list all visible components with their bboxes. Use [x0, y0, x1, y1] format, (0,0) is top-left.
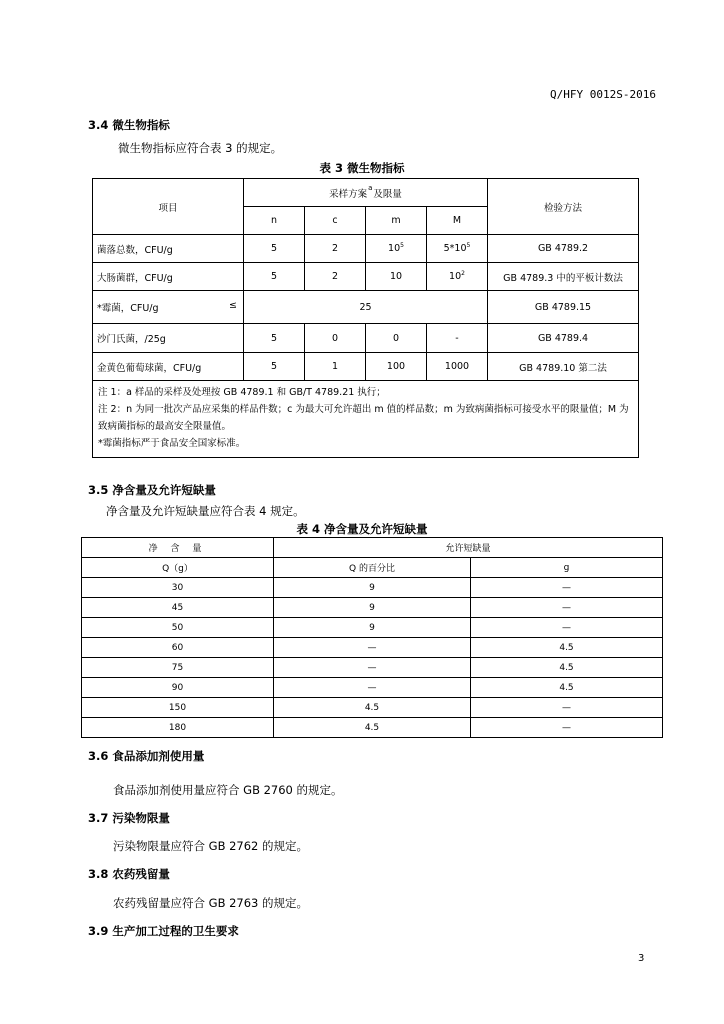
table-row [82, 578, 663, 598]
table-3-microbial [92, 178, 639, 458]
table-row [93, 235, 639, 263]
row-M: 1000 [427, 353, 488, 381]
row-span-value: 25 [244, 291, 488, 324]
row-method: GB 4789.4 [488, 324, 639, 353]
row-item: 金黄色葡萄球菌，CFU/g [93, 353, 244, 381]
section-paragraph-3-5: 净含量及允许短缺量应符合表 4 规定。 [106, 504, 305, 518]
row-pct: 9 [274, 618, 471, 638]
row-q: 75 [82, 658, 274, 678]
row-pct: 9 [274, 598, 471, 618]
section-paragraph-3-4: 微生物指标应符合表 3 的规定。 [118, 141, 283, 155]
table-row [82, 618, 663, 638]
table-row [82, 718, 663, 738]
row-g: — [471, 698, 663, 718]
row-m: $10^5$ [366, 235, 427, 263]
table-3-caption: 表 3 微生物指标 [319, 161, 405, 175]
row-pct: — [274, 678, 471, 698]
row-m: 10 [366, 263, 427, 291]
row-c: 2 [305, 263, 366, 291]
row-q: 60 [82, 638, 274, 658]
row-g: — [471, 718, 663, 738]
section-heading-3-4: 3.4 微生物指标 [88, 118, 170, 132]
row-pct: — [274, 658, 471, 678]
row-q: 30 [82, 578, 274, 598]
section-paragraph-3-6: 食品添加剂使用量应符合 GB 2760 的规定。 [113, 783, 343, 797]
table-row [93, 353, 639, 381]
doc-code: Q/HFY 0012S-2016 [550, 88, 656, 101]
row-m: 0 [366, 324, 427, 353]
section-paragraph-3-8: 农药残留量应符合 GB 2763 的规定。 [113, 896, 309, 910]
row-g: 4.5 [471, 638, 663, 658]
sub-header-c: c [305, 207, 366, 235]
table-row [93, 291, 639, 324]
table-4-net-content [81, 537, 663, 738]
row-c: 2 [305, 235, 366, 263]
row-item: 菌落总数，CFU/g [93, 235, 244, 263]
col-method-header: 检验方法 [488, 179, 639, 235]
row-q: 50 [82, 618, 274, 638]
row-g: 4.5 [471, 658, 663, 678]
section-heading-3-8: 3.8 农药残留量 [88, 867, 170, 881]
section-paragraph-3-7: 污染物限量应符合 GB 2762 的规定。 [113, 839, 309, 853]
row-q: 180 [82, 718, 274, 738]
col-plan-header: 采样方案$^a$及限量 [244, 179, 488, 207]
row-n: 5 [244, 263, 305, 291]
col-g-header: g [471, 558, 663, 578]
row-item: 沙门氏菌，/25g [93, 324, 244, 353]
section-heading-3-5: 3.5 净含量及允许短缺量 [88, 483, 216, 497]
row-g: 4.5 [471, 678, 663, 698]
col-allow-header: 允许短缺量 [274, 538, 663, 558]
row-n: 5 [244, 235, 305, 263]
row-g: — [471, 598, 663, 618]
row-n: 5 [244, 324, 305, 353]
section-heading-3-6: 3.6 食品添加剂使用量 [88, 749, 205, 763]
sub-header-n: n [244, 207, 305, 235]
row-q: 150 [82, 698, 274, 718]
page-number: 3 [638, 953, 645, 964]
col-net-unit: Q（g） [82, 558, 274, 578]
table-row [93, 263, 639, 291]
row-pct: 4.5 [274, 698, 471, 718]
table-row [82, 658, 663, 678]
row-M: $10^2$ [427, 263, 488, 291]
row-method: GB 4789.2 [488, 235, 639, 263]
col-item-header: 项目 [93, 179, 244, 235]
note-1: 注 1：a 样品的采样及处理按 GB 4789.1 和 GB/T 4789.21 执行； [98, 387, 386, 398]
table-4-caption: 表 4 净含量及允许短缺量 [296, 522, 428, 536]
col-net-header: 净 含 量 [82, 538, 274, 558]
row-q: 45 [82, 598, 274, 618]
table-row [82, 598, 663, 618]
row-q: 90 [82, 678, 274, 698]
sub-header-m: m [366, 207, 427, 235]
row-pct: 4.5 [274, 718, 471, 738]
row-n: 5 [244, 353, 305, 381]
le-symbol: ≤ [229, 300, 237, 311]
table-row [82, 638, 663, 658]
section-heading-3-9: 3.9 生产加工过程的卫生要求 [88, 924, 239, 938]
row-item: 大肠菌群，CFU/g [93, 263, 244, 291]
row-item: *霉菌，CFU/g ≤ [93, 291, 244, 324]
row-g: — [471, 618, 663, 638]
note-2: 注 2：n 为同一批次产品应采集的样品件数；c 为最大可允许超出 m 值的样品数；m 为致病菌指标可接受水平的限量值；M 为致病菌指标的最高安全限量值。 [98, 404, 629, 432]
sub-header-M: M [427, 207, 488, 235]
note-3: *霉菌指标严于食品安全国家标准。 [98, 438, 246, 449]
row-M: - [427, 324, 488, 353]
row-method: GB 4789.15 [488, 291, 639, 324]
col-pct-header: Q 的百分比 [274, 558, 471, 578]
row-M: $5*10^5$ [427, 235, 488, 263]
table-row [93, 324, 639, 353]
table-row [82, 678, 663, 698]
row-method: GB 4789.3 中的平板计数法 [488, 263, 639, 291]
section-heading-3-7: 3.7 污染物限量 [88, 811, 170, 825]
row-pct: 9 [274, 578, 471, 598]
table-row [82, 698, 663, 718]
row-c: 0 [305, 324, 366, 353]
row-pct: — [274, 638, 471, 658]
row-m: 100 [366, 353, 427, 381]
table-3-notes [93, 381, 639, 458]
row-method: GB 4789.10 第二法 [488, 353, 639, 381]
row-g: — [471, 578, 663, 598]
row-c: 1 [305, 353, 366, 381]
